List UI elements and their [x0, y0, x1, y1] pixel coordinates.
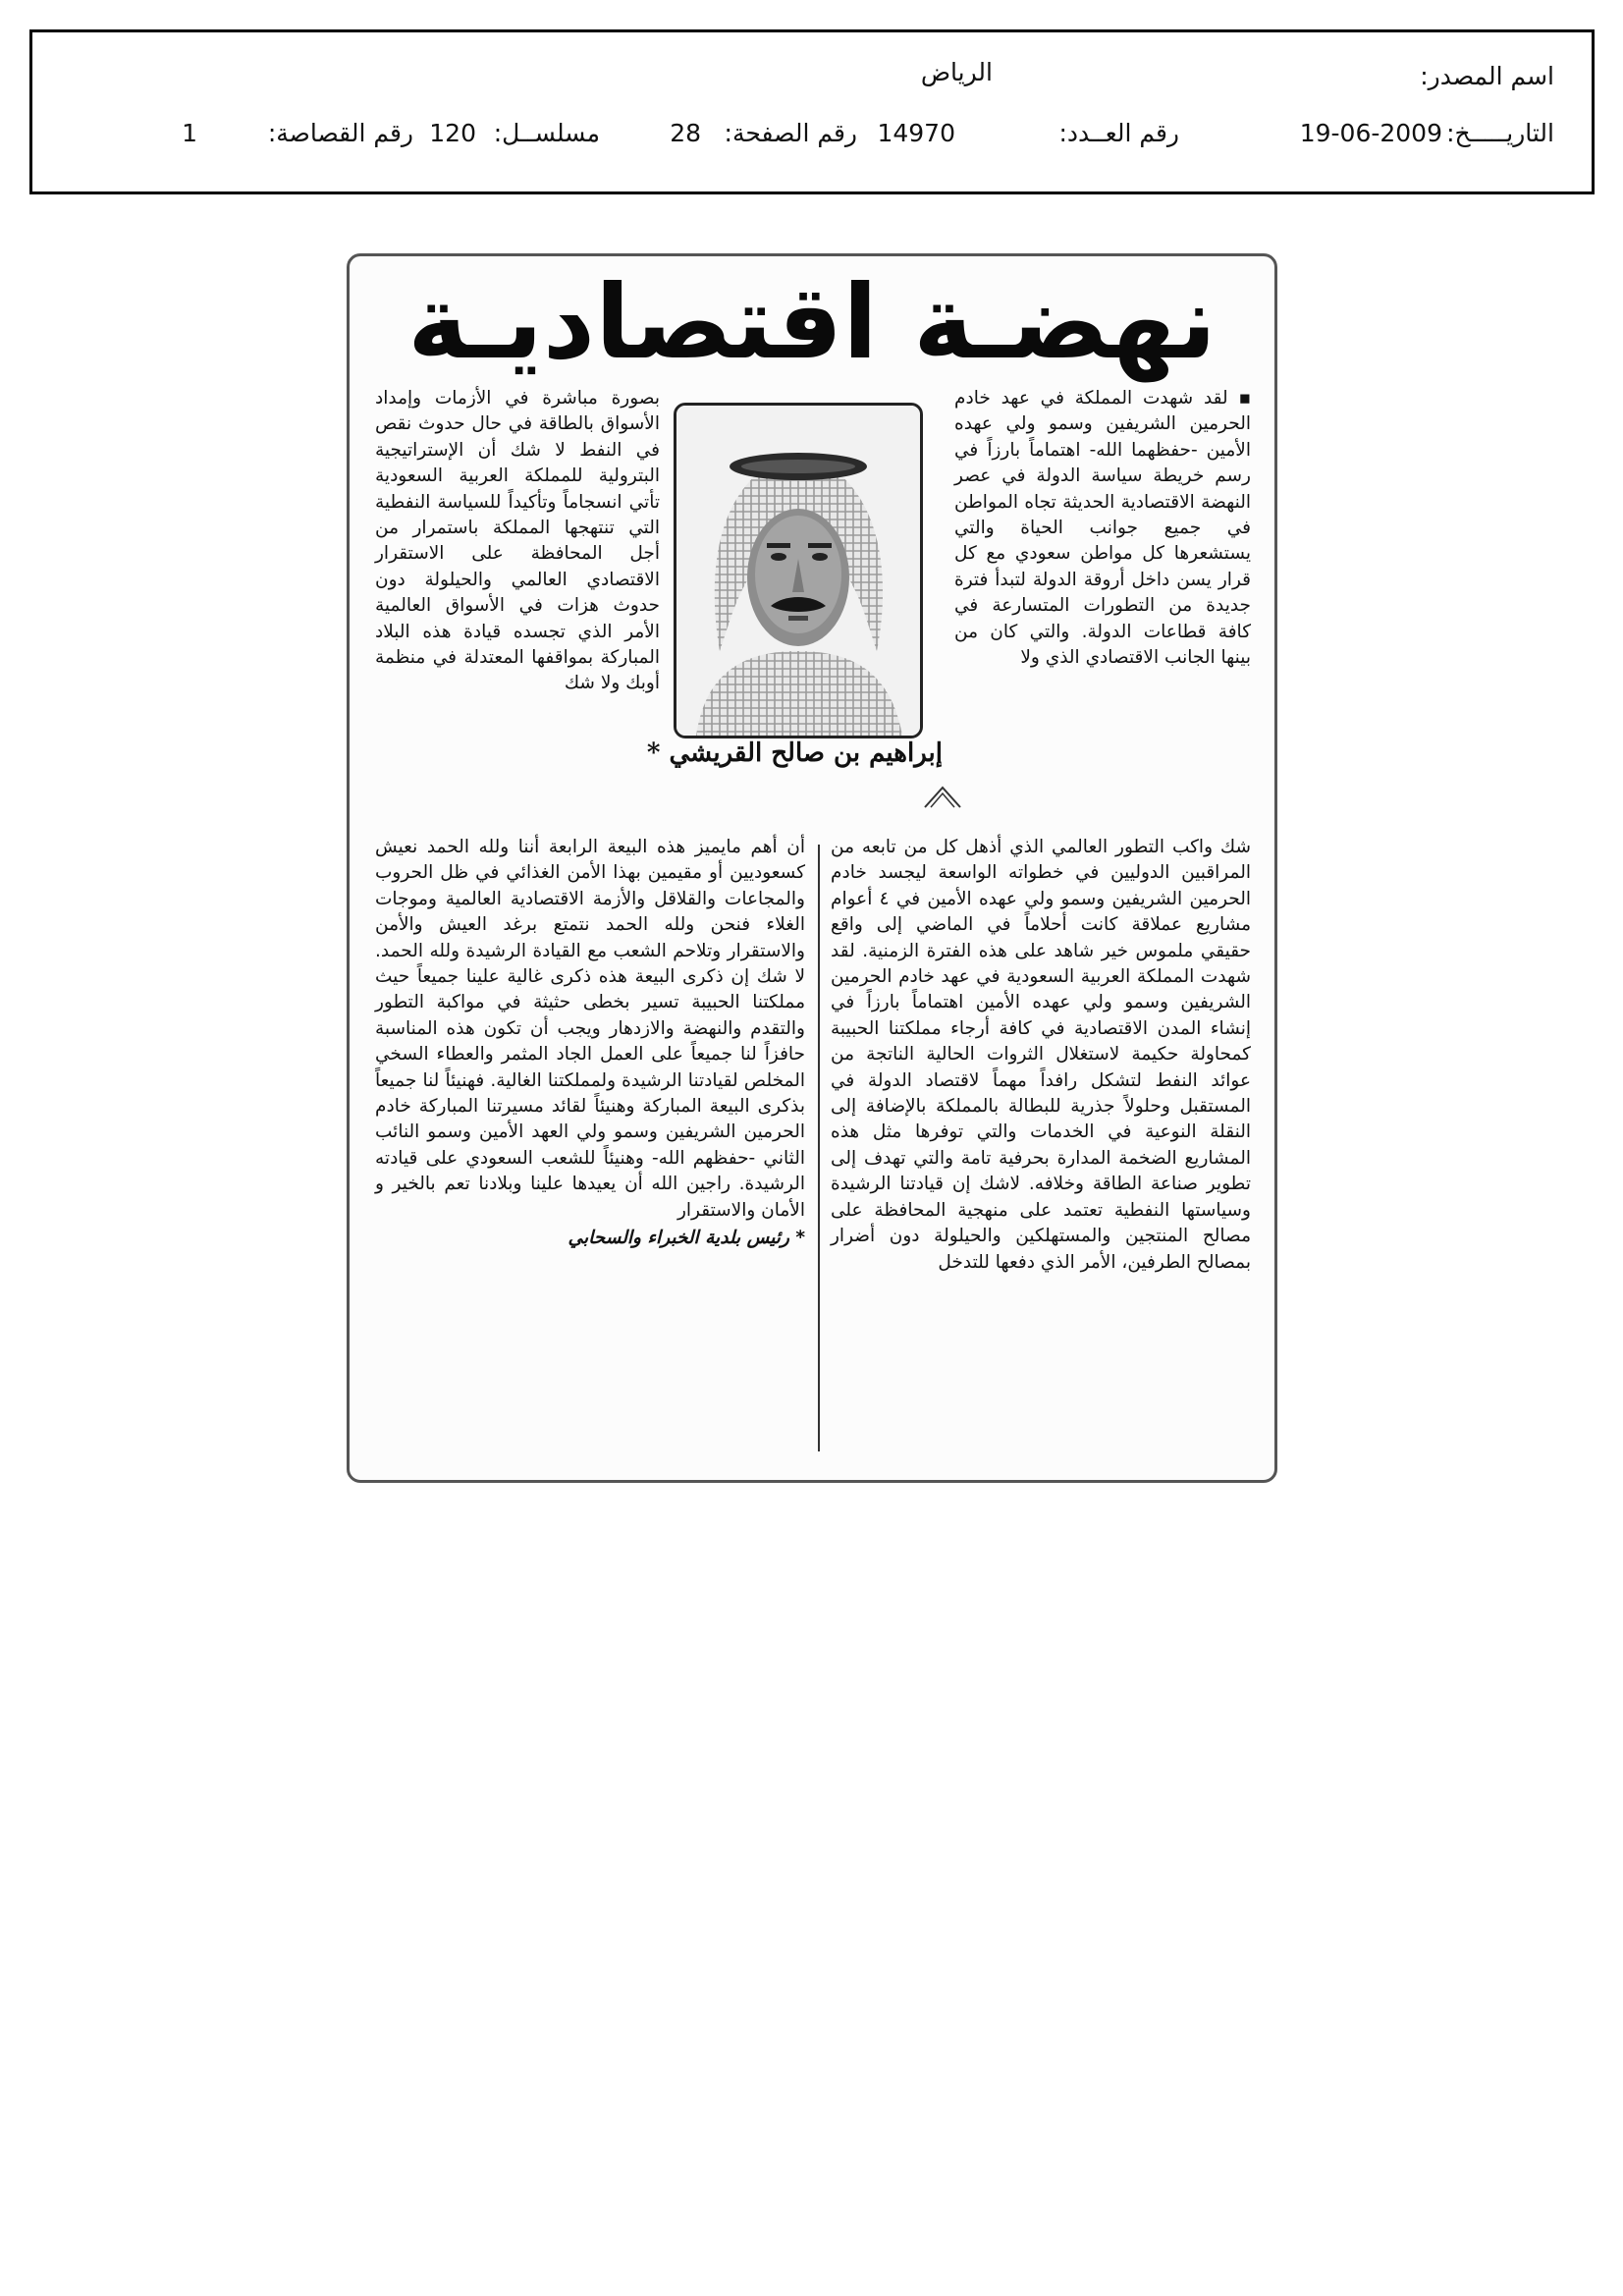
clip-label: رقم القصاصة: [267, 119, 413, 147]
serial-value: 120 [429, 119, 476, 147]
issue-label: رقم العــدد: [1058, 119, 1179, 147]
article-column-4-text: أن أهم مايميز هذه البيعة الرابعة أننا ولله الحمد نعيش كسعوديين أو مقيمين بهذا الأمن الغذائي في ظل الحروب والمجاعات والقلاقل والأزمة الاقتصادية العالمية وموجات الغلاء فنحن ولله الحمد نتمتع برغد العيش والأمن والاستقرار وتلاحم الشعب مع القيادة الرشيدة ولله الحمد. لا شك إن ذكرى البيعة هذه ذكرى غالية علينا جميعاً حيث مملكتنا الحبيبة تسير بخطى حثيثة في مواكبة التطور والتقدم والنهضة والازدهار ويجب أن تكون هذه المناسبة حافزاً لنا جميعاً على العمل الجاد المثمر والعطاء السخي المخلص لقيادتنا الرشيدة ولمملكتنا الغالية. فهنيئاً لنا جميعاً بذكرى البيعة المباركة وهنيئاً لقائد مسيرتنا المباركة خادم الحرمين الشريفين وسمو ولي العهد الأمين وسمو النائب الثاني -حفظهم الله- وهنيئاً للشعب السعودي على قيادته الرشيدة. راجين الله أن يعيدها علينا وبلادنا تعم بالخير و الأمان والاستقرار [375, 837, 805, 1221]
header-box [29, 29, 1595, 194]
author-byline: إبراهيم بن صالح القريشي * [646, 738, 943, 768]
article-column-3: بصورة مباشرة في الأزمات وإمداد الأسواق بالطاقة في حال حدوث نقص في النفط لا شك أن الإستراتيجية البترولية للمملكة العربية السعودية تأتي انسجاماً وتأكيداً للسياسة النفطية التي تنتهجها المملكة باستمرار من أجل المحافظة على الاستقرار الاقتصادي العالمي والحيلولة دون حدوث هزات في الأسواق العالمية الأمر الذي تجسده قيادة هذه البلاد المباركة بمواقفها المعتدلة في منظمة أوبك ولا شك [375, 388, 660, 694]
date-label: التاريـــــخ: [1446, 119, 1554, 147]
page-value: 28 [670, 119, 701, 147]
date-value: 19-06-2009 [1299, 119, 1442, 147]
article-column-2: شك واكب التطور العالمي الذي أذهل كل من تابعه من المراقبين الدوليين في خطواته الواسعة ليجسد خادم الحرمين الشريفين وسمو ولي عهده الأمين في ٤ أعوام مشاريع عملاقة كانت أحلاماً في الماضي إلى واقع حقيقي ملموس خير شاهد على هذه الفترة الزمنية. لقد شهدت المملكة العربية السعودية في عهد خادم الحرمين الشريفين وسمو ولي عهده الأمين اهتماماً بارزاً في إنشاء المدن الاقتصادية في كافة أرجاء مملكتنا الحبيبة كمحاولة حكيمة لاستغلال الثروات الحالية الناتجة من عوائد النفط لتشكل رافداً مهماً لاقتصاد الدولة في المستقبل وحلولاً جذرية للبطالة بالمملكة بالإضافة إلى النقلة النوعية في الخدمات والتي توفرها مثل هذه المشاريع الضخمة المدارة بحرفية تامة والتي تهدف إلى تطوير صناعة الطاقة وخلافه. لاشك إن قيادتنا الرشيدة وسياستها النفطية تعتمد على منهجية المحافظة على مصالح المنتجين والمستهلكين والحيلولة دون أضرار بمصالح الطرفين، الأمر الذي دفعها للتدخل [831, 837, 1251, 1273]
portrait-photo [674, 403, 923, 738]
page-label: رقم الصفحة: [724, 119, 857, 147]
diamond-ornament-icon [923, 786, 962, 809]
serial-label: مسلســل: [493, 119, 600, 147]
source-value: الرياض [920, 58, 993, 86]
portrait-icon [676, 406, 920, 736]
issue-value: 14970 [877, 119, 955, 147]
clip-value: 1 [182, 119, 197, 147]
source-label: اسم المصدر: [1420, 62, 1554, 90]
article-column-4 [375, 835, 805, 1252]
column-divider [818, 845, 820, 1451]
author-signature: * رئيس بلدية الخبراء والسحابي [568, 1228, 805, 1249]
article-column-1: ▪ لقد شهدت المملكة في عهد خادم الحرمين الشريفين وسمو ولي عهده الأمين -حفظهما الله- اهتماماً بارزاً في رسم خريطة سياسة الدولة في عصر النهضة الاقتصادية الحديثة تجاه المواطن في جميع جوانب الحياة والتي يستشعرها كل مواطن سعودي مع كل قرار يسن داخل أروقة الدولة لتبدأ فترة جديدة من التطورات المتسارعة في كافة قطاعات الدولة. والتي كان من بينها الجانب الاقتصادي الذي ولا [954, 388, 1251, 669]
article-title: نهضـة اقتصاديـة [407, 262, 1217, 382]
